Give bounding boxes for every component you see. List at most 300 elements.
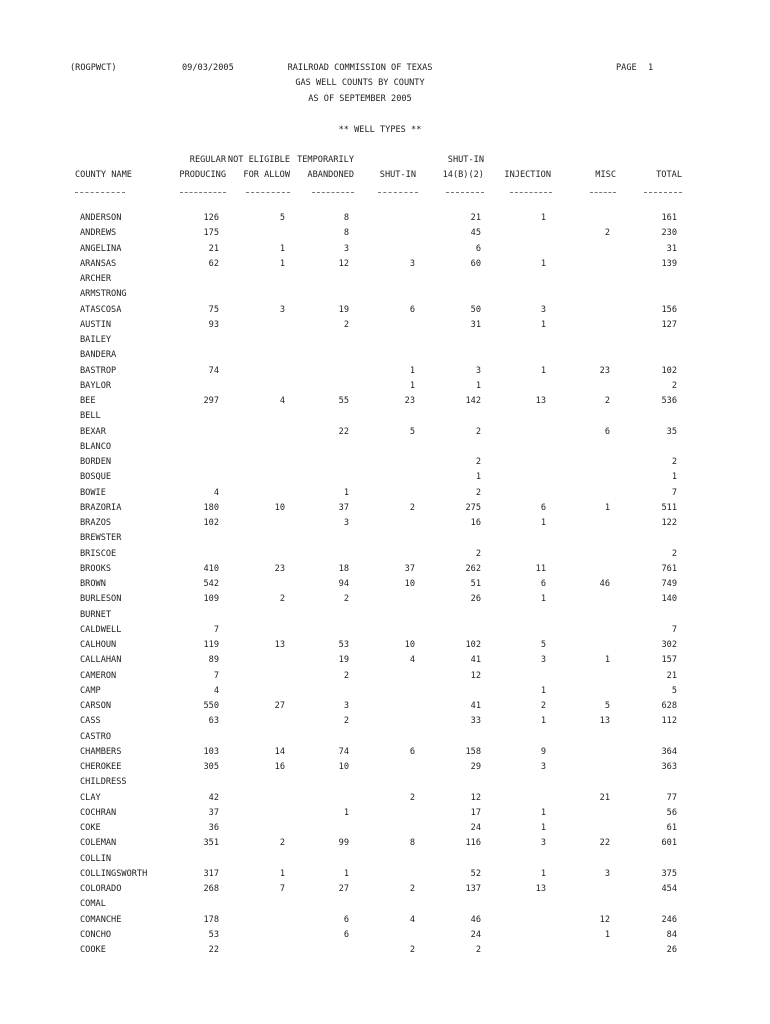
regular-cell: 102 bbox=[203, 518, 219, 528]
county-name-cell: BLANCO bbox=[80, 441, 112, 452]
injection-cell: 6 bbox=[540, 502, 546, 513]
table-row bbox=[0, 472, 770, 487]
regular-cell: 305 bbox=[203, 762, 219, 772]
shut-in-cell: 1 bbox=[409, 380, 415, 391]
shut-in-cell: 23 bbox=[404, 396, 415, 406]
county-name-cell: COMAL bbox=[80, 899, 106, 910]
shut-in-cell: 2 bbox=[409, 502, 415, 513]
regular-cell: 75 bbox=[208, 304, 219, 315]
table-row bbox=[0, 915, 770, 930]
county-name-cell: BURNET bbox=[80, 609, 112, 620]
table-row bbox=[0, 930, 770, 945]
not-eligible-cell: 5 bbox=[279, 213, 285, 223]
county-name-cell: BURLESON bbox=[80, 594, 122, 605]
col-header-regular-2: PRODUCING bbox=[179, 170, 226, 180]
regular-cell: 42 bbox=[208, 792, 219, 803]
total-cell: 246 bbox=[661, 914, 677, 925]
injection-cell: 1 bbox=[540, 258, 546, 269]
shut-in-14b2-cell: 102 bbox=[465, 640, 481, 650]
shut-in-cell: 5 bbox=[409, 426, 415, 437]
total-cell: 302 bbox=[661, 640, 677, 650]
shut-in-cell: 2 bbox=[409, 792, 415, 803]
table-row bbox=[0, 686, 770, 701]
total-cell: 5 bbox=[671, 685, 677, 696]
temp-abandoned-cell: 10 bbox=[338, 762, 349, 772]
county-name-cell: ARMSTRONG bbox=[80, 289, 127, 300]
table-row bbox=[0, 350, 770, 365]
shut-in-14b2-cell: 137 bbox=[465, 884, 481, 894]
shut-in-14b2-cell: 26 bbox=[470, 594, 481, 605]
shut-in-14b2-cell: 41 bbox=[470, 655, 481, 666]
shut-in-14b2-cell: 142 bbox=[465, 396, 481, 406]
table-row bbox=[0, 289, 770, 304]
table-row bbox=[0, 305, 770, 320]
county-name-cell: COCHRAN bbox=[80, 807, 117, 818]
temp-abandoned-cell: 18 bbox=[338, 563, 349, 574]
temp-abandoned-cell: 8 bbox=[343, 213, 349, 223]
misc-cell: 22 bbox=[599, 838, 610, 849]
regular-cell: 53 bbox=[208, 929, 219, 940]
injection-cell: 13 bbox=[535, 396, 546, 406]
total-cell: 536 bbox=[661, 396, 677, 406]
total-cell: 2 bbox=[671, 548, 677, 559]
shut-in-14b2-cell: 33 bbox=[470, 716, 481, 727]
shut-in-14b2-cell: 12 bbox=[470, 792, 481, 803]
county-name-cell: COKE bbox=[80, 823, 101, 833]
total-cell: 35 bbox=[666, 426, 677, 437]
total-cell: 601 bbox=[661, 838, 677, 849]
table-row bbox=[0, 716, 770, 731]
table-row bbox=[0, 854, 770, 869]
temp-abandoned-cell: 37 bbox=[338, 502, 349, 513]
table-row bbox=[0, 747, 770, 762]
total-cell: 112 bbox=[661, 716, 677, 727]
table-row bbox=[0, 366, 770, 381]
regular-cell: 175 bbox=[203, 228, 219, 239]
total-cell: 363 bbox=[661, 762, 677, 772]
shut-in-14b2-cell: 24 bbox=[470, 929, 481, 940]
table-row bbox=[0, 701, 770, 716]
total-cell: 454 bbox=[661, 884, 677, 894]
shut-in-cell: 4 bbox=[409, 655, 415, 666]
county-name-cell: BRISCOE bbox=[80, 548, 117, 559]
not-eligible-cell: 2 bbox=[279, 594, 285, 605]
county-name-cell: COLEMAN bbox=[80, 838, 117, 849]
regular-cell: 4 bbox=[213, 487, 219, 498]
temp-abandoned-cell: 2 bbox=[343, 670, 349, 681]
not-eligible-cell: 4 bbox=[279, 396, 285, 406]
table-row bbox=[0, 228, 770, 243]
col-header-total: TOTAL bbox=[656, 170, 682, 180]
county-name-cell: BROOKS bbox=[80, 563, 112, 574]
temp-abandoned-cell: 8 bbox=[343, 228, 349, 239]
not-eligible-cell: 7 bbox=[279, 884, 285, 894]
underline-injection bbox=[510, 192, 552, 193]
shut-in-cell: 10 bbox=[404, 640, 415, 650]
table-row bbox=[0, 381, 770, 396]
underline-shut-in bbox=[378, 192, 418, 193]
shut-in-cell: 6 bbox=[409, 746, 415, 757]
county-name-cell: COLLIN bbox=[80, 853, 112, 864]
shut-in-cell: 2 bbox=[409, 884, 415, 894]
col-header-shut-in-14b2-2: 14(B)(2) bbox=[442, 170, 484, 180]
total-cell: 375 bbox=[661, 868, 677, 879]
total-cell: 230 bbox=[661, 228, 677, 239]
shut-in-14b2-cell: 262 bbox=[465, 563, 481, 574]
table-row bbox=[0, 899, 770, 914]
table-row bbox=[0, 732, 770, 747]
table-row bbox=[0, 213, 770, 228]
shut-in-14b2-cell: 51 bbox=[470, 579, 481, 589]
misc-cell: 2 bbox=[604, 396, 610, 406]
temp-abandoned-cell: 1 bbox=[343, 868, 349, 879]
table-row bbox=[0, 640, 770, 655]
table-row bbox=[0, 793, 770, 808]
county-name-cell: CAMP bbox=[80, 685, 101, 696]
total-cell: 26 bbox=[666, 945, 677, 955]
table-row bbox=[0, 610, 770, 625]
col-header-not-eligible-2: FOR ALLOW bbox=[243, 170, 290, 180]
temp-abandoned-cell: 1 bbox=[343, 807, 349, 818]
county-name-cell: ARCHER bbox=[80, 274, 112, 284]
misc-cell: 6 bbox=[604, 426, 610, 437]
county-name-cell: ARANSAS bbox=[80, 258, 117, 269]
shut-in-cell: 1 bbox=[409, 365, 415, 376]
underline-shut-in-14b2 bbox=[446, 192, 484, 193]
report-title-line-3: AS OF SEPTEMBER 2005 bbox=[308, 94, 412, 104]
misc-cell: 2 bbox=[604, 228, 610, 239]
regular-cell: 62 bbox=[208, 258, 219, 269]
temp-abandoned-cell: 27 bbox=[338, 884, 349, 894]
shut-in-14b2-cell: 2 bbox=[475, 457, 481, 467]
not-eligible-cell: 2 bbox=[279, 838, 285, 849]
injection-cell: 3 bbox=[540, 762, 546, 772]
injection-cell: 1 bbox=[540, 823, 546, 833]
total-cell: 156 bbox=[661, 304, 677, 315]
total-cell: 84 bbox=[666, 929, 677, 940]
county-name-cell: COOKE bbox=[80, 945, 106, 955]
table-row bbox=[0, 945, 770, 960]
total-cell: 364 bbox=[661, 746, 677, 757]
injection-cell: 1 bbox=[540, 868, 546, 879]
temp-abandoned-cell: 2 bbox=[343, 319, 349, 330]
shut-in-14b2-cell: 2 bbox=[475, 487, 481, 498]
misc-cell: 3 bbox=[604, 868, 610, 879]
temp-abandoned-cell: 3 bbox=[343, 243, 349, 254]
table-row bbox=[0, 564, 770, 579]
county-name-cell: CLAY bbox=[80, 792, 101, 803]
regular-cell: 22 bbox=[208, 945, 219, 955]
county-name-cell: CALDWELL bbox=[80, 624, 122, 635]
shut-in-cell: 4 bbox=[409, 914, 415, 925]
table-row bbox=[0, 594, 770, 609]
shut-in-cell: 3 bbox=[409, 258, 415, 269]
regular-cell: 178 bbox=[203, 914, 219, 925]
regular-cell: 63 bbox=[208, 716, 219, 727]
county-name-cell: AUSTIN bbox=[80, 319, 112, 330]
regular-cell: 542 bbox=[203, 579, 219, 589]
injection-cell: 1 bbox=[540, 807, 546, 818]
county-name-cell: COLORADO bbox=[80, 884, 122, 894]
shut-in-14b2-cell: 2 bbox=[475, 426, 481, 437]
county-name-cell: ANGELINA bbox=[80, 243, 122, 254]
table-row bbox=[0, 518, 770, 533]
table-row bbox=[0, 671, 770, 686]
injection-cell: 1 bbox=[540, 319, 546, 330]
underline-regular bbox=[180, 192, 226, 193]
county-name-cell: BRAZOS bbox=[80, 518, 112, 528]
regular-cell: 37 bbox=[208, 807, 219, 818]
col-header-county: COUNTY NAME bbox=[75, 170, 132, 180]
shut-in-14b2-cell: 275 bbox=[465, 502, 481, 513]
county-name-cell: BELL bbox=[80, 411, 101, 422]
table-row bbox=[0, 503, 770, 518]
misc-cell: 13 bbox=[599, 716, 610, 727]
total-cell: 1 bbox=[671, 472, 677, 483]
injection-cell: 11 bbox=[535, 563, 546, 574]
county-name-cell: CARSON bbox=[80, 701, 112, 711]
col-header-not-eligible-1: NOT ELIGIBLE bbox=[227, 155, 290, 165]
table-row bbox=[0, 655, 770, 670]
misc-cell: 46 bbox=[599, 579, 610, 589]
regular-cell: 109 bbox=[203, 594, 219, 605]
regular-cell: 7 bbox=[213, 670, 219, 681]
shut-in-14b2-cell: 158 bbox=[465, 746, 481, 757]
section-title: ** WELL TYPES ** bbox=[338, 125, 422, 135]
injection-cell: 5 bbox=[540, 640, 546, 650]
shut-in-cell: 10 bbox=[404, 579, 415, 589]
county-name-cell: BAYLOR bbox=[80, 380, 112, 391]
table-row bbox=[0, 823, 770, 838]
table-row bbox=[0, 549, 770, 564]
county-name-cell: BOWIE bbox=[80, 487, 106, 498]
underline-temp-abandoned bbox=[312, 192, 354, 193]
shut-in-14b2-cell: 46 bbox=[470, 914, 481, 925]
total-cell: 7 bbox=[671, 487, 677, 498]
injection-cell: 1 bbox=[540, 685, 546, 696]
shut-in-14b2-cell: 1 bbox=[475, 380, 481, 391]
regular-cell: 317 bbox=[203, 868, 219, 879]
county-name-cell: CHILDRESS bbox=[80, 777, 127, 788]
not-eligible-cell: 23 bbox=[274, 563, 285, 574]
col-header-misc: MISC bbox=[595, 170, 616, 180]
total-cell: 140 bbox=[661, 594, 677, 605]
regular-cell: 7 bbox=[213, 624, 219, 635]
total-cell: 157 bbox=[661, 655, 677, 666]
temp-abandoned-cell: 3 bbox=[343, 518, 349, 528]
temp-abandoned-cell: 53 bbox=[338, 640, 349, 650]
misc-cell: 21 bbox=[599, 792, 610, 803]
regular-cell: 103 bbox=[203, 746, 219, 757]
table-row bbox=[0, 533, 770, 548]
page-label: PAGE bbox=[616, 63, 637, 73]
total-cell: 56 bbox=[666, 807, 677, 818]
shut-in-14b2-cell: 45 bbox=[470, 228, 481, 239]
temp-abandoned-cell: 55 bbox=[338, 396, 349, 406]
shut-in-14b2-cell: 17 bbox=[470, 807, 481, 818]
total-cell: 31 bbox=[666, 243, 677, 254]
shut-in-cell: 6 bbox=[409, 304, 415, 315]
county-name-cell: CAMERON bbox=[80, 670, 117, 681]
program-id: (ROGPWCT) bbox=[70, 63, 117, 73]
table-row bbox=[0, 838, 770, 853]
total-cell: 102 bbox=[661, 365, 677, 376]
report-date: 09/03/2005 bbox=[182, 63, 234, 73]
regular-cell: 410 bbox=[203, 563, 219, 574]
county-name-cell: BRAZORIA bbox=[80, 502, 122, 513]
regular-cell: 119 bbox=[203, 640, 219, 650]
total-cell: 2 bbox=[671, 457, 677, 467]
injection-cell: 3 bbox=[540, 655, 546, 666]
county-name-cell: COMANCHE bbox=[80, 914, 122, 925]
table-row bbox=[0, 625, 770, 640]
county-name-cell: BANDERA bbox=[80, 350, 117, 361]
temp-abandoned-cell: 94 bbox=[338, 579, 349, 589]
shut-in-14b2-cell: 52 bbox=[470, 868, 481, 879]
county-name-cell: ATASCOSA bbox=[80, 304, 122, 315]
regular-cell: 36 bbox=[208, 823, 219, 833]
temp-abandoned-cell: 6 bbox=[343, 929, 349, 940]
injection-cell: 1 bbox=[540, 213, 546, 223]
shut-in-14b2-cell: 116 bbox=[465, 838, 481, 849]
shut-in-14b2-cell: 60 bbox=[470, 258, 481, 269]
regular-cell: 297 bbox=[203, 396, 219, 406]
misc-cell: 5 bbox=[604, 701, 610, 711]
injection-cell: 9 bbox=[540, 746, 546, 757]
county-name-cell: CASTRO bbox=[80, 731, 112, 742]
county-name-cell: BORDEN bbox=[80, 457, 112, 467]
regular-cell: 74 bbox=[208, 365, 219, 376]
table-row bbox=[0, 488, 770, 503]
temp-abandoned-cell: 99 bbox=[338, 838, 349, 849]
shut-in-14b2-cell: 24 bbox=[470, 823, 481, 833]
shut-in-14b2-cell: 12 bbox=[470, 670, 481, 681]
shut-in-14b2-cell: 2 bbox=[475, 945, 481, 955]
regular-cell: 351 bbox=[203, 838, 219, 849]
county-name-cell: CASS bbox=[80, 716, 101, 727]
underline-not-eligible bbox=[246, 192, 290, 193]
temp-abandoned-cell: 2 bbox=[343, 716, 349, 727]
table-row bbox=[0, 442, 770, 457]
table-row bbox=[0, 259, 770, 274]
county-name-cell: BAILEY bbox=[80, 335, 112, 345]
injection-cell: 6 bbox=[540, 579, 546, 589]
county-name-cell: CALLAHAN bbox=[80, 655, 122, 666]
table-row bbox=[0, 869, 770, 884]
misc-cell: 1 bbox=[604, 655, 610, 666]
total-cell: 122 bbox=[661, 518, 677, 528]
regular-cell: 93 bbox=[208, 319, 219, 330]
injection-cell: 13 bbox=[535, 884, 546, 894]
county-name-cell: COLLINGSWORTH bbox=[80, 868, 148, 879]
shut-in-14b2-cell: 50 bbox=[470, 304, 481, 315]
injection-cell: 2 bbox=[540, 701, 546, 711]
not-eligible-cell: 3 bbox=[279, 304, 285, 315]
not-eligible-cell: 10 bbox=[274, 502, 285, 513]
col-header-shut-in: SHUT-IN bbox=[379, 170, 416, 180]
shut-in-14b2-cell: 21 bbox=[470, 213, 481, 223]
shut-in-14b2-cell: 2 bbox=[475, 548, 481, 559]
total-cell: 511 bbox=[661, 502, 677, 513]
temp-abandoned-cell: 19 bbox=[338, 304, 349, 315]
not-eligible-cell: 1 bbox=[279, 258, 285, 269]
table-row bbox=[0, 411, 770, 426]
shut-in-cell: 37 bbox=[404, 563, 415, 574]
total-cell: 77 bbox=[666, 792, 677, 803]
county-name-cell: BEE bbox=[80, 396, 96, 406]
table-row bbox=[0, 427, 770, 442]
temp-abandoned-cell: 3 bbox=[343, 701, 349, 711]
county-name-cell: BEXAR bbox=[80, 426, 106, 437]
total-cell: 2 bbox=[671, 380, 677, 391]
total-cell: 761 bbox=[661, 563, 677, 574]
table-row bbox=[0, 762, 770, 777]
not-eligible-cell: 1 bbox=[279, 868, 285, 879]
table-row bbox=[0, 396, 770, 411]
shut-in-14b2-cell: 41 bbox=[470, 701, 481, 711]
not-eligible-cell: 13 bbox=[274, 640, 285, 650]
county-name-cell: BOSQUE bbox=[80, 472, 112, 483]
shut-in-14b2-cell: 31 bbox=[470, 319, 481, 330]
col-header-temp-abandoned-2: ABANDONED bbox=[307, 170, 354, 180]
total-cell: 749 bbox=[661, 579, 677, 589]
county-name-cell: BREWSTER bbox=[80, 533, 122, 544]
total-cell: 7 bbox=[671, 624, 677, 635]
col-header-temp-abandoned-1: TEMPORARILY bbox=[297, 155, 354, 165]
total-cell: 139 bbox=[661, 258, 677, 269]
temp-abandoned-cell: 6 bbox=[343, 914, 349, 925]
temp-abandoned-cell: 1 bbox=[343, 487, 349, 498]
county-name-cell: CONCHO bbox=[80, 929, 112, 940]
temp-abandoned-cell: 2 bbox=[343, 594, 349, 605]
injection-cell: 3 bbox=[540, 304, 546, 315]
shut-in-14b2-cell: 6 bbox=[475, 243, 481, 254]
regular-cell: 4 bbox=[213, 685, 219, 696]
report-title-line-1: RAILROAD COMMISSION OF TEXAS bbox=[287, 63, 433, 73]
not-eligible-cell: 27 bbox=[274, 701, 285, 711]
county-name-cell: BASTROP bbox=[80, 365, 117, 376]
not-eligible-cell: 1 bbox=[279, 243, 285, 254]
table-row bbox=[0, 244, 770, 259]
total-cell: 21 bbox=[666, 670, 677, 681]
misc-cell: 1 bbox=[604, 929, 610, 940]
not-eligible-cell: 14 bbox=[274, 746, 285, 757]
table-row bbox=[0, 320, 770, 335]
table-row bbox=[0, 884, 770, 899]
underline-total bbox=[644, 192, 682, 193]
report-title-line-2: GAS WELL COUNTS BY COUNTY bbox=[295, 78, 425, 88]
not-eligible-cell: 16 bbox=[274, 762, 285, 772]
total-cell: 127 bbox=[661, 319, 677, 330]
table-row bbox=[0, 274, 770, 289]
total-cell: 161 bbox=[661, 213, 677, 223]
shut-in-cell: 8 bbox=[409, 838, 415, 849]
underline-misc bbox=[590, 192, 616, 193]
injection-cell: 1 bbox=[540, 518, 546, 528]
col-header-regular-1: REGULAR bbox=[189, 155, 226, 165]
county-name-cell: CALHOUN bbox=[80, 640, 117, 650]
injection-cell: 1 bbox=[540, 594, 546, 605]
page-number: 1 bbox=[648, 63, 654, 73]
table-row bbox=[0, 335, 770, 350]
misc-cell: 1 bbox=[604, 502, 610, 513]
underline-county bbox=[75, 192, 125, 193]
shut-in-14b2-cell: 16 bbox=[470, 518, 481, 528]
temp-abandoned-cell: 19 bbox=[338, 655, 349, 666]
injection-cell: 1 bbox=[540, 716, 546, 727]
misc-cell: 12 bbox=[599, 914, 610, 925]
county-name-cell: ANDERSON bbox=[80, 213, 122, 223]
